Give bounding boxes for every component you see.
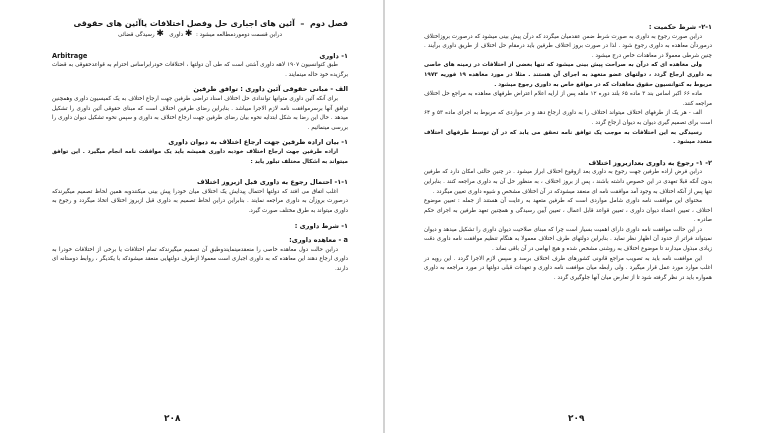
section-3-alef: الف - هر یک از طرفهای اختلاف میتواند اختلاف را به داوری ارجاع دهد و در مواردی که مربوط به اجرای ماده ۵۳ و ۶۴ است برای تصمیم گیری دیوان به دیوان ارجاع گردد . [424,110,712,126]
section-2-paragraph-2: ولی معاهده ای که درآن به صراحت پیش بینی میشود که تنها بعضی از اختلافات در زمینه های خاصی به داوری ارجاع گردد ، دولتهای عضو متعهد به اجرای آن هستند . مثلا در مورد معاهده ۱۹ فوریه ۱۹۷۳ مربوط به کنوانسیون حقوق معاهدات که در مواقع خاص به داوری رجوع میشود . [424,62,712,88]
section-a-paragraph: دراین حالت دول معاهده خاصی را منعقدمینمایندوطبق آن تصمیم میگیرندکه تمام اختلافات یا برخی از اختلافات خودرا به داوری ارجاع دهند این معاهده که به داوری اجباری است معمولا ازطرف دولتهایی منعقد میشودکه با یکدیگر ، روابط دوستانه ای دارند. [52,246,348,272]
section-1-heading: ۱- داوری Arbitrage [52,51,348,60]
section-1-1-sub: ۱- شرط داوری : [294,221,348,230]
page-number-left: ۲۰۸ [164,414,181,425]
star-icon: ✱ [184,29,193,39]
section-1a-paragraph: اراده طرفین جهت ارجاع اختلاف خودبه داوری همیشه باید یک موافقت نامه انجام میگیرد . این توافق میتواند به اشکال مختلف تبلور یابد : [52,148,348,165]
section-alef-paragraph: برای آنکه آئین داوری متوانها تواندادی حل اختلاف اسناد تراضی طرفین جهت ارجاع اختلاف به یک کمیسیون داوری وهمچنین توافق آنها برسرموافقت نامه لازم الاجرا میباشد . بنابراین رضای طرفین اختلاف است که مبنای حقوقی آئین داوری را تشکیل میدهد . حال این رضا به شکل ابتدایه نحوه بیان رضای طرفین جهت ارجاع اختلاف به داوری و سپس نحوه تشکیل دیوان داوری را بررسی مینمائیم . [52,95,348,131]
section-2-1-heading: ۲- ۱- رجوع به داوری بعدازبروز اختلاف [588,158,712,167]
section-a-heading: a - معاهده داوری: [289,236,348,245]
section-2-heading: ۲-۱- شرط حکمیت : [648,23,712,31]
section-1-1-paragraph: اغلب اتفاق می افتد که دولتها احتمال پیدایش یک اختلاف میان خودرا پیش بینی میکنندوبه همین لحاظ تصمیم میگیرندکه درصورت بروزآن به داوری مراجعه نمایند . بنابراین دراین لحاظ تصمیم به داوری قبل ازبروز اختلاف اتخاذ میگردد و رجوع به داوری میتواند به طرق مختلف صورت گیرد. [52,188,348,214]
right-page-content [424,18,712,283]
section-2-1-paragraph: دراین فرض اراده طرفین جهت رجوع به داوری بعد ازوقوع اختلاف ابراز میشود . در چنین حالتی امکان دارد که طرفین بدون آنکه قبلا تعهدی در این خصوص داشته باشند ، پس از بروز اختلاف ، به منظور حل آن به داوری مراجعه کنند . بنابراین تنها پس از آنکه اختلاف به وجود آمد موافقت نامه ای منعقد میشودکه در آن اختلاف مشخص و شیوه داوری تعیین میگردد . [424,169,712,195]
section-1-paragraph: طبق کنوانسیون ۱۹۰۷ لاهه داوری آشتی است که طی آن دولتها ، اختلافات خودرابراساس احترام به قواعدحقوقی به قضات برگزیده خود حاله مینمایند . [52,62,348,78]
section-alef-heading: الف - مبانی حقوقی آئین داوری : توافق طرفین [193,85,348,94]
left-page-content [52,18,348,274]
right-page [384,0,768,433]
star-icon: ✱ [156,29,164,39]
chapter-title: آئین های اجباری حل وفصل اختلافات یاآئین های حقوقی [73,19,295,28]
star-item-1: داوری [169,32,184,38]
chapter-heading: فصل دوم – آئین های اجباری حل وفصل اختلافات یاآئین های حقوقی [73,19,348,28]
chapter-label: فصل دوم [310,19,348,28]
section-2-paragraph: دراین صورت رجوع به داوری به صورت شرط ضمن عقدمیان میگردد که درآن پیش بینی میشود که درصورت بروزاختلاف درموردآن معاهده به داوری رجوع شود . لذا در صورت بروز اختلاف طرفین باید درمقام حل اختلاف از طریق داوری برآیند . چنین شرطی معمولا در معاهدات خاص درج میشود . [424,33,712,59]
section-2-1-paragraph-4: این موافقت نامه باید به تصویب مراجع قانونی کشورهای طرف اختلاف برسد و سپس لازم الاجرا گردد . این رویه در اغلب موارد مورد عمل قرار میگیرد . ولی رابطه میان موافقت نامه داوری و تعهدات قبلی دولتها در مورد مراجعه به داوری همواره باید در نظر گرفته شود تا از تعارض میان آنها جلوگیری گردد . [424,255,712,281]
section-1a-heading: ۱- بیان اراده طرفین جهت ارجاع اختلاف به دیوان داوری [168,138,348,147]
section-1-1-heading: ۱-۱- احتمال رجوع به داوری قبل ازبروز اختلاف [197,178,348,187]
section-3-paragraph: ماده ۶۶ اکبر اساس بند ۳ ماده ۶۵ بلند دوره ۱۲ ماهه پس از ارایه اعلام اعتراض طرفهای معاهده به مراجع حل اختلاف مراجعه کنند. [424,91,712,107]
chapter-subtitle: دراین قسمت دوموردمطالعه میشود : ✱ داوری ✱ رسیدگی قضائی [118,29,282,39]
section-3-note: رسیدگی به این اختلافات به موجب یک توافق نامه تحقق می یابد که در آن توسط طرفهای اختلاف متعدد میشود . [424,129,712,146]
page-number-right: ۲۰۹ [568,414,585,425]
section-2-1-paragraph-3: در این حالت موافقت نامه داوری دارای اهمیت بسیار است چرا که مبنای صلاحیت دیوان داوری را تشکیل میدهد و دیوان نمیتواند فراتر از حدود آن اظهار نظر نماید . بنابراین دولتهای طرف اختلاف معمولا به هنگام تنظیم موافقت نامه داوری دقت زیادی مبذول میدارند تا موضوع اختلاف به روشنی مشخص شده و هیچ ابهامی در آن باقی نماند . [424,226,712,253]
section-2-1-paragraph-2: محتوای این موافقت نامه داوری شامل مواردی است که طرفین متعهد به رعایت آن هستند از جمله : تعیین موضوع اختلاف ، تعیین اعضاء دیوان داوری ، تعیین قواعد قابل اعمال ، تعیین آیین رسیدگی و همچنین تعهد طرفین به اجرای حکم صادره . [424,198,712,224]
star-item-2: رسیدگی قضائی [118,32,155,38]
section-1-english: Arbitrage [52,51,88,60]
